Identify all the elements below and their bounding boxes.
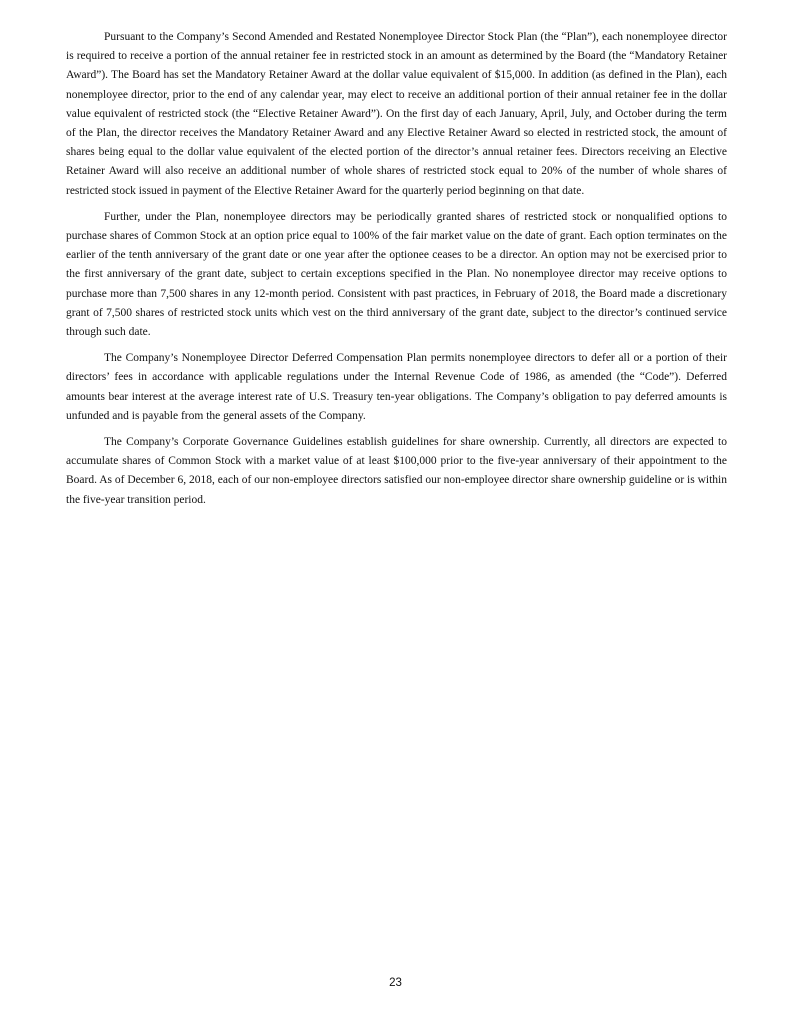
- paragraph-share-ownership: The Company’s Corporate Governance Guidelines establish guidelines for share ownership. Currently, all directors are expected to accumulate shares of Common Stock with a market value of at least $100,000 prior to the five-year anniversary of their appointment to the Board. As of December 6, 2018, each of our non-employee directors satisfied our non-employee director share ownership guideline or is within the five-year transition period.: [66, 436, 727, 506]
- document-body: [66, 28, 727, 517]
- paragraph-director-stock-plan: Pursuant to the Company’s Second Amended and Restated Nonemployee Director Stock Plan (the “Plan”), each nonemployee director is required to receive a portion of the annual retainer fee in restricted stock in an amount as determined by the Board (the “Mandatory Retainer Award”). The Board has set the Mandatory Retainer Award at the dollar value equivalent of $15,000. In addition (as defined in the Plan), each nonemployee director, prior to the end of any calendar year, may elect to receive an additional portion of their annual retainer fee in the dollar value equivalent of restricted stock (the “Elective Retainer Award”). On the first day of each January, April, July, and October during the term of the Plan, the director receives the Mandatory Retainer Award and any Elective Retainer Award so elected in restricted stock, the amount of shares being equal to the dollar value equivalent of the elected portion of the director’s annual retainer fees. Directors receiving an Elective Retainer Award will also receive an additional number of whole shares of restricted stock equal to 20% of the number of whole shares of restricted stock issued in payment of the Elective Retainer Award for the quarterly period beginning on that date.: [66, 31, 727, 197]
- page-number: 23: [389, 977, 402, 989]
- paragraph-deferred-compensation: The Company’s Nonemployee Director Deferred Compensation Plan permits nonemployee directors to defer all or a portion of their directors’ fees in accordance with applicable regulations under the Internal Revenue Code of 1986, as amended (the “Code”). Deferred amounts bear interest at the average interest rate of U.S. Treasury ten-year obligations. The Company’s obligation to pay deferred amounts is unfunded and is payable from the general assets of the Company.: [66, 352, 727, 422]
- paragraph-restricted-stock-options: Further, under the Plan, nonemployee directors may be periodically granted shares of restricted stock or nonqualified options to purchase shares of Common Stock at an option price equal to 100% of the fair market value on the date of grant. Each option terminates on the earlier of the tenth anniversary of the grant date or one year after the optionee ceases to be a director. An option may not be exercised prior to the first anniversary of the grant date, subject to certain exceptions specified in the Plan. No nonemployee director may receive options to purchase more than 7,500 shares in any 12-month period. Consistent with past practices, in February of 2018, the Board made a discretionary grant of 7,500 shares of restricted stock units which vest on the third anniversary of the grant date, subject to the director’s continued service through such date.: [66, 210, 727, 339]
